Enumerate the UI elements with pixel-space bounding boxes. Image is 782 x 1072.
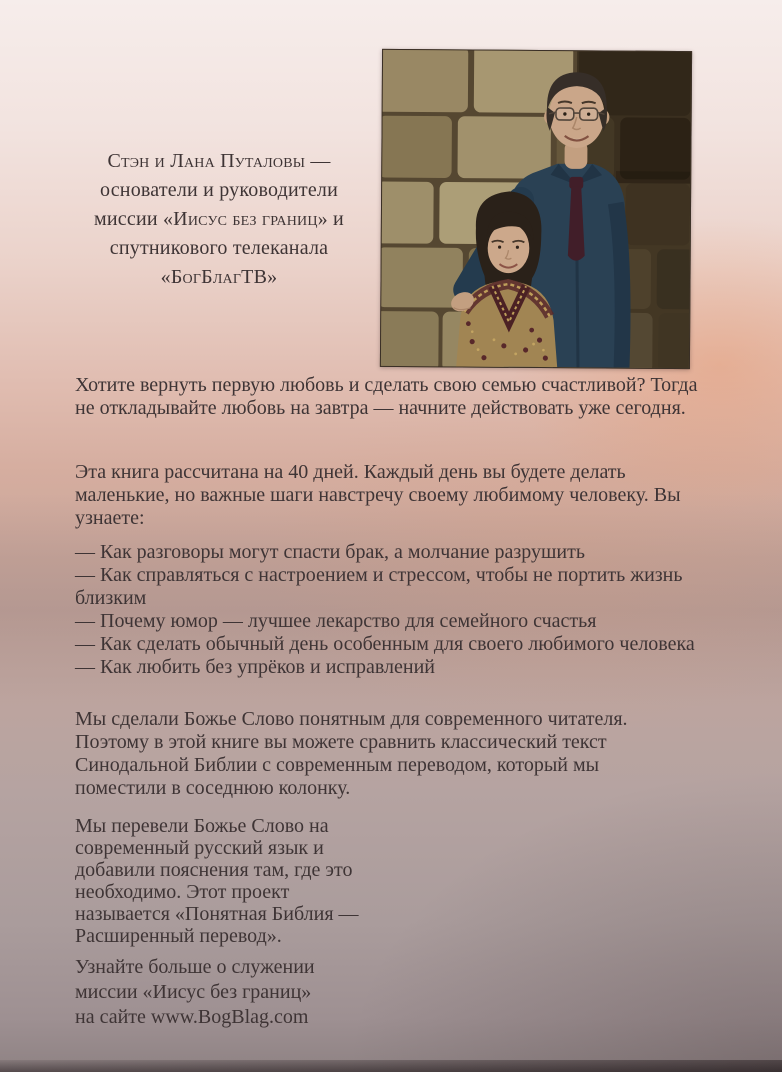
caption-line-role: основатели и руководители <box>100 179 338 201</box>
project-line: называется «Понятная Библия — <box>75 903 359 925</box>
bullet-item: — Как сделать обычный день особенным для своего любимого человека <box>75 633 695 655</box>
paragraph-translation: Мы сделали Божье Слово понятным для современного читателя. Поэтому в этой книге вы можете сравнить классический текст Синодальной Библии с современным переводом, который мы поместили в соседнюю колонку. <box>75 708 628 799</box>
website-line: миссии «Иисус без границ» <box>75 981 312 1003</box>
project-line: Расширенный перевод». <box>75 925 282 947</box>
project-line: добавили пояснения там, где это <box>75 859 353 881</box>
paragraph-intro: Хотите вернуть первую любовь и сделать свою семью счастливой? Тогда не откладывайте любовь на завтра — начните действовать уже сегодня. <box>75 374 698 419</box>
bullet-item: — Как разговоры могут спасти брак, а молчание разрушить <box>75 541 585 563</box>
website-line: Узнайте больше о служении <box>75 956 315 978</box>
project-line: необходимо. Этот проект <box>75 881 290 903</box>
caption-line-channel-name: «БогБлагТВ» <box>160 266 278 288</box>
paragraph-40-days: Эта книга рассчитана на 40 дней. Каждый день вы будете делать маленькие, но важные шаги навстречу своему любимому человеку. Вы узнаете: <box>75 461 681 529</box>
paragraph-project <box>75 815 435 947</box>
page-bottom-shadow <box>0 1060 782 1072</box>
bullet-item: — Как любить без упрёков и исправлений <box>75 656 435 678</box>
bullet-list <box>75 541 720 679</box>
authors-caption <box>50 147 388 292</box>
photo-vignette <box>381 50 691 368</box>
authors-photo <box>380 49 692 369</box>
bullet-item: — Почему юмор — лучшее лекарство для семейного счастья <box>75 610 597 632</box>
bullet-item: — Как справляться с настроением и стрессом, чтобы не портить жизнь близким <box>75 564 683 609</box>
project-line: Мы перевели Божье Слово на <box>75 815 329 837</box>
couple-photo <box>381 50 691 368</box>
project-line: современный русский язык и <box>75 837 324 859</box>
paragraph-website <box>75 955 415 1030</box>
caption-line-mission: миссии «Иисус без границ» и <box>94 208 344 230</box>
caption-line-channel: спутникового телеканала <box>109 237 329 259</box>
caption-line-authors: Стэн и Лана Путаловы — <box>107 150 331 172</box>
website-line: на сайте www.BogBlag.com <box>75 1006 309 1028</box>
